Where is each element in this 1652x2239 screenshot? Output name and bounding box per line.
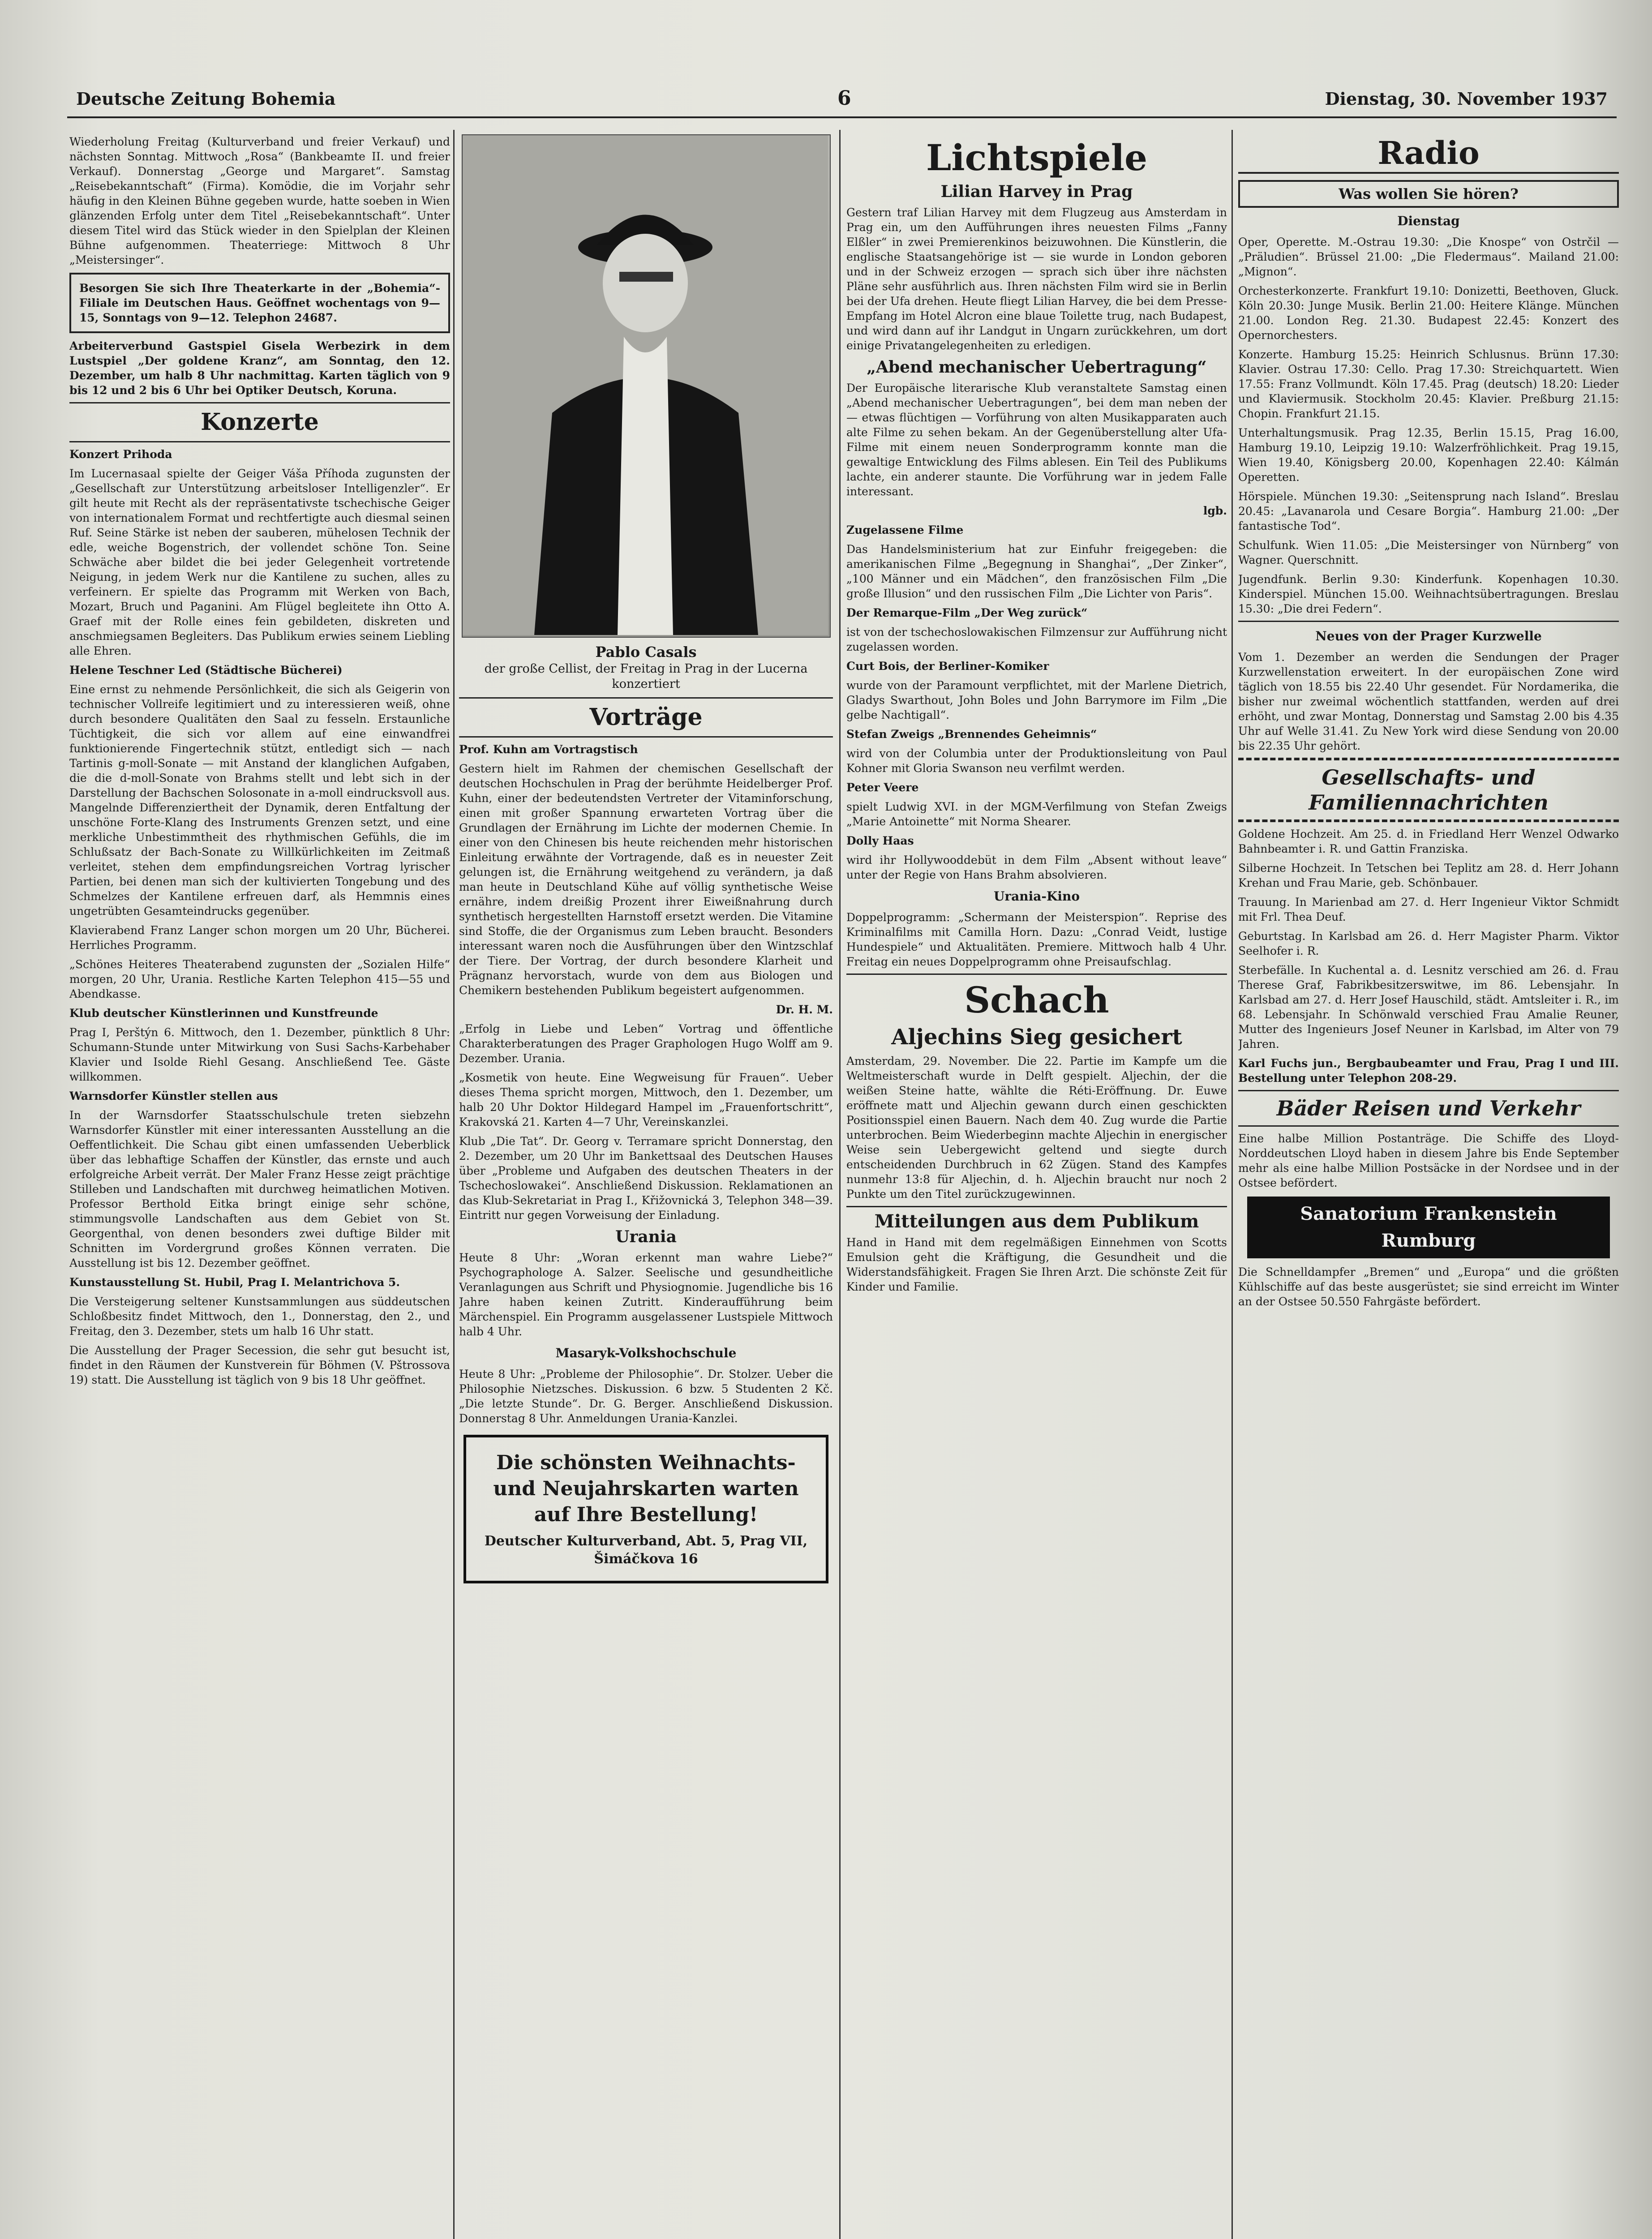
- article-head: Peter Veere: [846, 781, 919, 794]
- radio-listing: Konzerte. Hamburg 15.25: Heinrich Schlusnus. Brünn 17.30: Klavier. Ostrau 17.30: Cello. Prag 17.30: Streichquartett. Wien 17.55: Franz Vollmundt. Köln 17.45. Prag (deutsch) 18.20: Lieder und Klaviermusik. Stockholm 20.45: Klavier. Preßburg 21.15: Chopin. Frankfurt 21.15.: [1238, 348, 1619, 420]
- article-text: Klavierabend Franz Langer schon morgen um 20 Uhr, Bücherei. Herrliches Programm.: [69, 924, 450, 952]
- ad-address: Deutscher Kulturverband, Abt. 5, Prag VII, Šimáčkova 16: [484, 1533, 808, 1567]
- article-text: Im Lucernasaal spielte der Geiger Váša Příhoda zugunsten der „Gesellschaft zur Unterstützung arbeitsloser Intelligenzler“. Er gilt heute mit Recht als der repräsentativste tschechische Geiger von internationalem Format und rechtfertigte auch diesmal seinen Ruf. Seine Stärke ist neben der sauberen, mühelosen Technik der edle, weiche Bogenstrich, der vollendet schöne Ton. Seine Schwäche aber bildet die bei jeder Gelegenheit vortretende Neigung, in jedem Werk nur die Kantilene zu suchen, alles zu verfeinern. Er spielte das Programm mit Werken von Bach, Mozart, Bruch und Paganini. Am Flügel begleitete ihn Otto A. Graef mit der Rolle eines fein gebildeten, diskreten und anschmiegsamen Begleiters. Das Publikum erwies seinem Liebling alle Ehren.: [69, 467, 450, 657]
- radio-box-title: Was wollen Sie hören?: [1238, 180, 1619, 208]
- column-2: [459, 134, 833, 2239]
- divider: [69, 441, 450, 442]
- column-1: [69, 134, 450, 2239]
- ad-headline: Die schönsten Weihnachts- und Neujahrskarten warten auf Ihre Bestellung!: [493, 1451, 799, 1526]
- article-text: Gestern hielt im Rahmen der chemischen Gesellschaft der deutschen Hochschulen in Prag der berühmte Heidelberger Prof. Kuhn, einer der bedeutendsten Vertreter der Vitaminforschung, einen mit großer Spannung erwarteten Vortrag über die Grundlagen der Ernährung im Lichte der modernen Chemie. In einer von den Chinesen bis heute reichenden mehr historischen Einleitung erwähnte der Vortragende, daß es in neuester Zeit gelungen ist, die Ernährung weitgehend zu verändern, ja daß man heute in Deutschland Kühe auf völlig synthetische Weise ernähre, indem dreißig Prozent ihrer Eiweißnahrung durch synthetisch hergestellten Harnstoff ersetzt werden. Die Vitamine sind Stoffe, die der Organismus zum Leben braucht. Besonders interessant waren noch die Ausführungen über den Wintzschlaf der Tiere. Der Vortrag, der durch besondere Klarheit und Prägnanz hervorstach, wurde von dem aus Biologen und Chemikern bestehenden Publikum begeistert aufgenommen.: [459, 762, 833, 997]
- radio-listing: Unterhaltungsmusik. Prag 12.35, Berlin 15.15, Prag 16.00, Hamburg 19.10, Leipzig 19.10: Walzerfröhlichkeit. Prag 19.15, Wien 19.40, Königsberg 20.00, Kopenhagen 22.40: Kálmán Operetten.: [1238, 426, 1619, 484]
- article-text: In der Warnsdorfer Staatsschulschule treten siebzehn Warnsdorfer Künstler mit einer interessanten Ausstellung an die Oeffentlichkeit. Die Schau gibt einen umfassenden Ueberblick über das lebhaftige Schaffen der Künstler, das ernste und auch erfolgreiche Arbeit verrät. Der Maler Franz Hesse zeigt prächtige Stilleben und Landschaften mit durchweg heimatlichen Motiven. Professor Berthold Eitka bringt einige sehr schöne, stimmungsvolle Landschaften aus dem Gebiet von St. Georgenthal, von denen besonders zwei duftige Bilder mit Schnitten im Vordergrund großes Können verraten. Die Ausstellung ist bis 12. Dezember geöffnet.: [69, 1109, 450, 1270]
- article-head: Der Remarque-Film „Der Weg zurück“: [846, 606, 1088, 619]
- article-head: Stefan Zweigs „Brennendes Geheimnis“: [846, 728, 1097, 741]
- article-text: Das Handelsministerium hat zur Einfuhr freigegeben: die amerikanischen Filme „Begegnung in Shanghai“, „Der Zinker“, „100 Männer und ein Mädchen“, den französischen Film „Die große Illusion“ und den russischen Film „Die Lichter von Paris“.: [846, 543, 1227, 600]
- article-title: Aljechins Sieg gesichert: [891, 1025, 1182, 1050]
- article-head: Kunstausstellung St. Hubil, Prag I. Melantrichova 5.: [69, 1276, 400, 1289]
- theater-ticket-box: Besorgen Sie sich Ihre Theaterkarte in der „Bohemia“-Filiale im Deutschen Haus. Geöffnet wochentags von 9—15, Sonntags von 9—12. Telephon 24687.: [69, 273, 450, 333]
- photo-caption: der große Cellist, der Freitag in Prag in der Lucerna konzertiert: [484, 662, 808, 691]
- article-text: Die Schnelldampfer „Bremen“ und „Europa“ und die größten Kühlschiffe auf das beste ausgerüstet; sie sind erreicht im Winter an der Ostsee 50.550 Fahrgäste befördert.: [1238, 1265, 1619, 1308]
- article-head: Zugelassene Filme: [846, 523, 964, 536]
- gastspiel-notice: Arbeiterverbund Gastspiel Gisela Werbezirk in dem Lustspiel „Der goldene Kranz“, am Sonntag, den 12. Dezember, um halb 8 Uhr nachmittag. Karten täglich von 9 bis 12 und 2 bis 6 Uhr bei Optiker Deutsch, Koruna.: [69, 339, 450, 397]
- section-title-vortraege: Vorträge: [589, 703, 703, 731]
- article-text: Heute 8 Uhr: „Probleme der Philosophie“. Dr. Stolzer. Ueber die Philosophie Nietzsches. Diskussion. 6 bzw. 5 Studenten 2 Kč. „Die letzte Stunde“. Dr. G. Berger. Anschließend Diskussion. Donnerstag 8 Uhr. Anmeldungen Urania-Kanzlei.: [459, 1368, 833, 1425]
- article-text: „Kosmetik von heute. Eine Wegweisung für Frauen“. Ueber dieses Thema spricht morgen, Mittwoch, den 1. Dezember, um halb 20 Uhr Doktor Hildegard Hampel im „Frauenfortschritt“, Krakovská 21. Karten 4—7 Uhr, Vereinskanzlei.: [459, 1071, 833, 1128]
- page-number: 6: [837, 87, 851, 110]
- article-head: Curt Bois, der Berliner-Komiker: [846, 660, 1049, 673]
- article-text: ist von der tschechoslowakischen Filmzensur zur Aufführung nicht zugelassen worden.: [846, 626, 1227, 653]
- column-rule: [453, 130, 455, 2239]
- article-text: wird ihr Hollywooddebüt in dem Film „Absent without leave“ unter der Regie von Hans Brahm absolvieren.: [846, 854, 1227, 881]
- column-rule: [839, 130, 841, 2239]
- article-text: wird von der Columbia unter der Produktionsleitung von Paul Kohner mit Gloria Swanson neu verfilmt werden.: [846, 747, 1227, 775]
- advertisement-cards: [463, 1435, 828, 1583]
- article-text: Gestern traf Lilian Harvey mit dem Flugzeug aus Amsterdam in Prag ein, um den Aufführungen ihres neuesten Films „Fanny Elßler“ in zwei Premierenkinos beizuwohnen. Die Künstlerin, die englische Staatsangehörige ist — sie wurde in London geboren und in der Schweiz erzogen — sprach sich über ihre nächsten Pläne sehr ausführlich aus. Ihren nächsten Film wird sie in Berlin bei der Ufa drehen. Heute fliegt Lilian Harvey, die bei dem Presse-Empfang im Hotel Alcron eine blaue Toilette trug, nach Budapest, und wird dann auf ihr Landgut in Ungarn zurückkehren, um dort einige Privatangelegenheiten zu erledigen.: [846, 206, 1227, 352]
- theater-notes: Wiederholung Freitag (Kulturverband und freier Verkauf) und nächsten Sonntag. Mittwoch „Rosa“ (Bankbeamte II. und freier Verkauf). Donnerstag „George und Margaret“. Samstag „Reisebekanntschaft“ (Firma). Komödie, die im Vorjahr sehr häufig in den Kleinen Bühne gegeben wurde, hatte soeben in Wien glänzenden Erfolg unter dem Titel „Reisebekanntschaft“. Unter diesem Titel wird das Stück wieder in den Spielplan der Kleinen Bühne aufgenommen. Theaterriege: Mittwoch 8 Uhr „Meistersinger“.: [69, 135, 450, 266]
- article-text: Klub „Die Tat“. Dr. Georg v. Terramare spricht Donnerstag, den 2. Dezember, um 20 Uhr im Bankettsaal des Deutschen Hauses über „Probleme und Aufgaben des deutschen Theaters in der Tschechoslowakei“. Anschließend Diskussion. Reklamationen an das Klub-Sekretariat in Prag I., Křižovnická 3, Telephon 348—39. Eintritt nur gegen Vorweisung der Einladung.: [459, 1135, 833, 1222]
- article-text: „Schönes Heiteres Theaterabend zugunsten der „Sozialen Hilfe“ morgen, 20 Uhr, Urania. Restliche Karten Telephon 415—55 und Abendkasse.: [69, 958, 450, 1000]
- section-title-mitteilungen: Mitteilungen aus dem Publikum: [874, 1211, 1199, 1232]
- family-notice: Karl Fuchs jun., Bergbaubeamter und Frau, Prag I und III. Bestellung unter Telephon 208-29.: [1238, 1057, 1619, 1085]
- section-title-gesellschaft: Gesellschafts- und Familiennachrichten: [1309, 765, 1549, 815]
- article-text: spielt Ludwig XVI. in der MGM-Verfilmung von Stefan Zweigs „Marie Antoinette“ mit Norma Shearer.: [846, 800, 1227, 828]
- article-title: Lilian Harvey in Prag: [940, 182, 1133, 201]
- family-notice: Trauung. In Marienbad am 27. d. Herr Ingenieur Viktor Schmidt mit Frl. Thea Deuf.: [1238, 896, 1619, 923]
- article-title: Neues von der Prager Kurzwelle: [1315, 629, 1542, 643]
- divider: [459, 736, 833, 738]
- radio-listing: Jugendfunk. Berlin 9.30: Kinderfunk. Kopenhagen 10.30. Kinderspiel. München 15.00. Weihnachtsübertragungen. Breslau 15.30: „Die drei Federn“.: [1238, 573, 1619, 615]
- page-header: [67, 85, 1617, 118]
- article-text: Amsterdam, 29. November. Die 22. Partie im Kampfe um die Weltmeisterschaft wurde in Delft gespielt. Aljechin, der die weißen Steine hatte, wählte die Réti-Eröffnung. Dr. Euwe eröffnete matt und Aljechin gewann durch einen geschickten Positionsspiel einen Bauern. Nach dem 40. Zug wurde die Partie unterbrochen. Beim Wiederbeginn machte Aljechin in energischer Weise sein Uebergewicht geltend und siegte durch entscheidenden Durchbruch in 62 Zügen. Stand des Kampfes nunmehr 13:8 für Aljechin, d. h. Aljechin braucht nur noch 2 Punkte um den Titel zurückzugewinnen.: [846, 1055, 1227, 1201]
- radio-day: Dienstag: [1397, 214, 1460, 228]
- section-title-urania: Urania: [615, 1227, 677, 1246]
- divider: [1238, 1090, 1619, 1091]
- radio-listing: Schulfunk. Wien 11.05: „Die Meistersinger von Nürnberg“ von Wagner. Querschnitt.: [1238, 539, 1619, 566]
- article-text: Eine halbe Million Postanträge. Die Schiffe des Lloyd-Norddeutschen Lloyd haben in diesem Jahre bis Ende September mehr als eine halbe Million Postsäcke in der Nordsee und in der Ostsee befördert.: [1238, 1132, 1619, 1189]
- article-text: Vom 1. Dezember an werden die Sendungen der Prager Kurzwellenstation erweitert. In der europäischen Zone wird täglich von 18.55 bis 22.40 Uhr gesendet. Für Nordamerika, die bisher nur zweimal wöchentlich stattfanden, werden auf drei erhöht, und zwar Montag, Donnerstag und Samstag 2.00 bis 4.35 Uhr auf Welle 31.41. Zu New York wird diese Sendung von 20.00 bis 22.35 Uhr gehört.: [1238, 651, 1619, 752]
- article-head: Klub deutscher Künstlerinnen und Kunstfreunde: [69, 1007, 378, 1020]
- radio-listing: Oper, Operette. M.-Ostrau 19.30: „Die Knospe“ von Ostrčil — „Präludien“. Brüssel 21.00: „Die Fledermaus“. Mailand 21.00: „Mignon“.: [1238, 236, 1619, 278]
- portrait-figure: [463, 135, 828, 635]
- family-notice: Silberne Hochzeit. In Tetschen bei Teplitz am 28. d. Herr Johann Krehan und Frau Marie, geb. Schönbauer.: [1238, 862, 1619, 889]
- divider: [1238, 621, 1619, 622]
- article-text: Die Versteigerung seltener Kunstsammlungen aus süddeutschen Schloßbesitz findet Mittwoch, den 1., Donnerstag, den 2., und Freitag, den 3. Dezember, stets um halb 16 Uhr statt.: [69, 1295, 450, 1338]
- article-signature: Dr. H. M.: [776, 1003, 833, 1016]
- column-rule: [1231, 130, 1233, 2239]
- radio-listing: Hörspiele. München 19.30: „Seitensprung nach Island“. Breslau 20.45: „Lavanarola und Cesare Borgia“. Hamburg 21.00: „Der fantastische Tod“.: [1238, 490, 1619, 532]
- article-head: Dolly Haas: [846, 834, 914, 847]
- section-title-schach: Schach: [964, 979, 1109, 1021]
- column-4: [1238, 134, 1619, 2239]
- masthead: Deutsche Zeitung Bohemia: [76, 89, 336, 109]
- article-head: Konzert Prihoda: [69, 448, 172, 461]
- section-title-baeder: Bäder Reisen und Verkehr: [1276, 1096, 1581, 1120]
- article-title: „Abend mechanischer Uebertragung“: [867, 358, 1207, 377]
- photo-name: Pablo Casals: [595, 643, 697, 661]
- article-signature: lgb.: [1203, 504, 1227, 517]
- family-notice: Sterbefälle. In Kuchental a. d. Lesnitz verschied am 26. d. Frau Therese Graf, Fabrikbesitzerswitwe, im 86. Lebensjahr. In Karlsbad am 27. d. Herr Josef Hauschild, städt. Amtsleiter i. R., im 68. Lebensjahr. In Schönwald verschied Frau Amalie Reuner, Mutter des Ingenieurs Josef Neuner in Karlsbad, im Alter von 79 Jahren.: [1238, 964, 1619, 1051]
- article-text: Doppelprogramm: „Schermann der Meisterspion“. Reprise des Kriminalfilms mit Camilla Horn. Dazu: „Conrad Veidt, lustige Hundespiele“ und Aktualitäten. Premiere. Mittwoch halb 4 Uhr. Freitag ein neues Doppelprogramm ohne Preisaufschlag.: [846, 911, 1227, 968]
- section-title-konzerte: Konzerte: [201, 408, 319, 436]
- divider: [1238, 1125, 1619, 1127]
- article-text: Heute 8 Uhr: „Woran erkennt man wahre Liebe?“ Psychographologe A. Salzer. Seelische und gesundheitliche Veranlagungen aus Schrift und Physiognomie. Jugendliche bis 16 Jahre haben keinen Zutritt. Kinderaufführung beim Märchenspiel. Ein Programm ausgelassener Lustspiele Mittwoch halb 4 Uhr.: [459, 1251, 833, 1338]
- family-notice: Goldene Hochzeit. Am 25. d. in Friedland Herr Wenzel Odwarko Bahnbeamter i. R. und Gattin Franziska.: [1238, 828, 1619, 855]
- portrait-photo: [462, 134, 831, 638]
- section-title-lichtspiele: Lichtspiele: [926, 137, 1148, 179]
- sanatorium-ad: Sanatorium Frankenstein Rumburg: [1247, 1197, 1610, 1258]
- divider: [459, 697, 833, 699]
- divider: [846, 974, 1227, 975]
- divider: [1238, 819, 1619, 822]
- article-head: Prof. Kuhn am Vortragstisch: [459, 743, 638, 756]
- section-title-radio: Radio: [1238, 134, 1619, 174]
- column-3: [846, 134, 1227, 2239]
- article-head: Helene Teschner Led (Städtische Bücherei): [69, 664, 343, 677]
- article-text: „Erfolg in Liebe und Leben“ Vortrag und öffentliche Charakterberatungen des Prager Graphologen Hugo Wolff am 9. Dezember. Urania.: [459, 1022, 833, 1065]
- article-text: Die Ausstellung der Prager Secession, die sehr gut besucht ist, findet in den Räumen der Kunstverein für Böhmen (V. Pštrossova 19) statt. Die Ausstellung ist täglich von 9 bis 18 Uhr geöffnet.: [69, 1344, 450, 1386]
- issue-date: Dienstag, 30. November 1937: [1325, 89, 1608, 109]
- divider: [846, 1206, 1227, 1207]
- section-title-masaryk: Masaryk-Volkshochschule: [555, 1346, 737, 1360]
- article-text: Der Europäische literarische Klub veranstaltete Samstag einen „Abend mechanischer Uebertragungen“, bei dem man neben der — etwas flüchtigen — Vorführung von alten Musikapparaten auch alte Filme zu sehen bekam. An der Gegenüberstellung alter Ufa-Filme mit einem neuen Sonderprogramm konnte man die gewaltige Entwicklung des Films ablesen. Ein Teil des Publikums lachte, ein anderer staunte. Die Vorführung war in jedem Falle interessant.: [846, 382, 1227, 498]
- article-text: wurde von der Paramount verpflichtet, mit der Marlene Dietrich, Gladys Swarthout, John Boles und John Barrymore im Film „Die gelbe Nachtigall“.: [846, 679, 1227, 721]
- divider: [69, 402, 450, 403]
- radio-listing: Orchesterkonzerte. Frankfurt 19.10: Donizetti, Beethoven, Gluck. Köln 20.30: Junge Musik. Berlin 21.00: Heitere Klänge. München 21.00. London Reg. 21.30. Budapest 22.45: Konzert des Opernorchesters.: [1238, 284, 1619, 342]
- article-text: Hand in Hand mit dem regelmäßigen Einnehmen von Scotts Emulsion geht die Kräftigung, die Gesundheit und die Widerstandsfähigkeit. Fragen Sie Ihren Arzt. Die schönste Zeit für Kinder und Familie.: [846, 1236, 1227, 1293]
- family-notice: Geburtstag. In Karlsbad am 26. d. Herr Magister Pharm. Viktor Seelhofer i. R.: [1238, 930, 1619, 957]
- article-text: Eine ernst zu nehmende Persönlichkeit, die sich als Geigerin von technischer Vollreife legitimiert und zu interessieren weiß, ohne durch besondere Qualitäten den Saal zu fesseln. Erstaunliche Tüchtigkeit, die sich vor allem auf eine einwandfrei funktionierende Fingertechnik stützt, entledigt sich — nach Tartinis g-moll-Sonate — mit Anstand der klanglichen Aufgaben, die die d-moll-Sonate von Brahms stellt und lebt sich in der Darstellung der Bachschen Solosonate in a-moll eindrucksvoll aus. Mangelnde Differenziertheit der Dynamik, deren Entfaltung der unschöne Forte-Klang des Instruments Grenzen setzt, und eine merkliche Unbestimmtheit des rhythmischen Gefühls, die im Schlußsatz der Bach-Sonate zu Willkürlichkeiten im Zeitmaß verleitet, stehen dem empfindungsreichen Vortrag lyrischer Partien, bei denen man sich der kultivierten Tongebung und des Schmelzes der Kantilene erfreuen darf, als Hemmnis eines ungetrübten Gesamteindrucks gegenüber.: [69, 683, 450, 918]
- article-head: Warnsdorfer Künstler stellen aus: [69, 1089, 278, 1102]
- article-text: Prag I, Perštýn 6. Mittwoch, den 1. Dezember, pünktlich 8 Uhr: Schumann-Stunde unter Mitwirkung von Susi Sachs-Karbehaber Klavier und Isolde Riehl Gesang. Anschließend Tee. Gäste willkommen.: [69, 1026, 450, 1083]
- section-title-kino: Urania-Kino: [993, 889, 1080, 904]
- divider: [1238, 758, 1619, 760]
